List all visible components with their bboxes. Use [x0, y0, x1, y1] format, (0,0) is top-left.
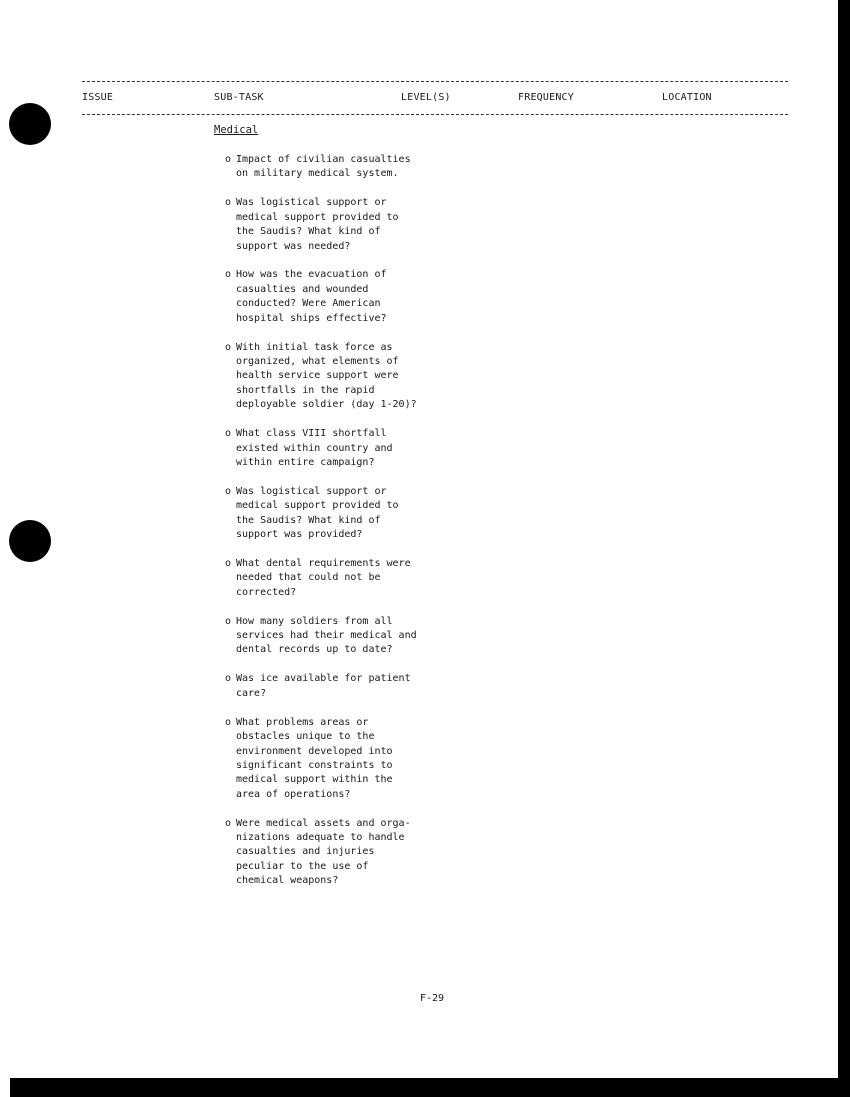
bullet-marker: o [225, 485, 232, 497]
bullet-marker: o [225, 341, 232, 353]
bullet-marker: o [225, 269, 232, 281]
list-item-text: What dental requirements were needed that could not be corrected? [236, 557, 411, 598]
list-item [225, 672, 420, 701]
column-header-frequency: FREQUENCY [518, 92, 574, 103]
list-item-text: Impact of civilian casualties on military medical system. [236, 154, 411, 180]
bullet-marker: o [225, 716, 232, 728]
bullet-marker: o [225, 615, 232, 627]
list-item [225, 341, 420, 413]
list-item-text: How many soldiers from all services had their medical and dental records up to date? [236, 615, 417, 656]
list-item-text: What class VIII shortfall existed within country and within entire campaign? [236, 428, 393, 468]
bullet-marker: o [225, 154, 232, 165]
column-header-subtask: SUB-TASK [214, 92, 264, 103]
table-header-bottom-rule [82, 114, 788, 115]
list-item [225, 268, 420, 326]
list-item-text: Was logistical support or medical support provided to the Saudis? What kind of support was provided? [236, 485, 399, 541]
bullet-marker: o [225, 673, 232, 685]
bullet-marker: o [225, 428, 232, 440]
list-item [225, 196, 420, 254]
list-item-text: Were medical assets and orga- nizations adequate to handle casualties and injuries peculiar to the use of chemical weapons? [236, 817, 411, 887]
bullet-marker: o [225, 197, 232, 209]
column-header-issue: ISSUE [82, 92, 114, 103]
column-header-location: LOCATION [662, 92, 712, 103]
list-item [225, 557, 420, 600]
section-title: Medical [214, 124, 259, 136]
bullet-marker: o [225, 557, 232, 569]
list-item-text: With initial task force as organized, what elements of health service support were shortfalls in the rapid deployable soldier (day 1-20)? [236, 341, 417, 411]
scan-edge-right [838, 0, 850, 1097]
binder-hole-top [9, 103, 51, 145]
binder-hole-middle [9, 520, 51, 562]
list-item-text: Was logistical support or medical support provided to the Saudis? What kind of support was needed? [236, 197, 399, 252]
page-number: F-29 [420, 993, 445, 1004]
column-header-levels: LEVEL(S) [401, 92, 451, 103]
list-item [225, 153, 420, 182]
table-header-top-rule [82, 81, 788, 82]
scan-edge-bottom [10, 1078, 850, 1097]
list-item [225, 716, 420, 802]
list-item [225, 615, 420, 658]
list-item-text: Was ice available for patient care? [236, 673, 411, 699]
list-item [225, 485, 420, 543]
list-item-text: What problems areas or obstacles unique to the environment developed into significant constraints to medical support within the area of operations? [236, 716, 393, 800]
bullet-marker: o [225, 817, 232, 829]
subtask-list [225, 153, 420, 903]
list-item [225, 817, 420, 889]
list-item [225, 427, 420, 470]
list-item-text: How was the evacuation of casualties and wounded conducted? Were American hospital ships effective? [236, 269, 387, 324]
